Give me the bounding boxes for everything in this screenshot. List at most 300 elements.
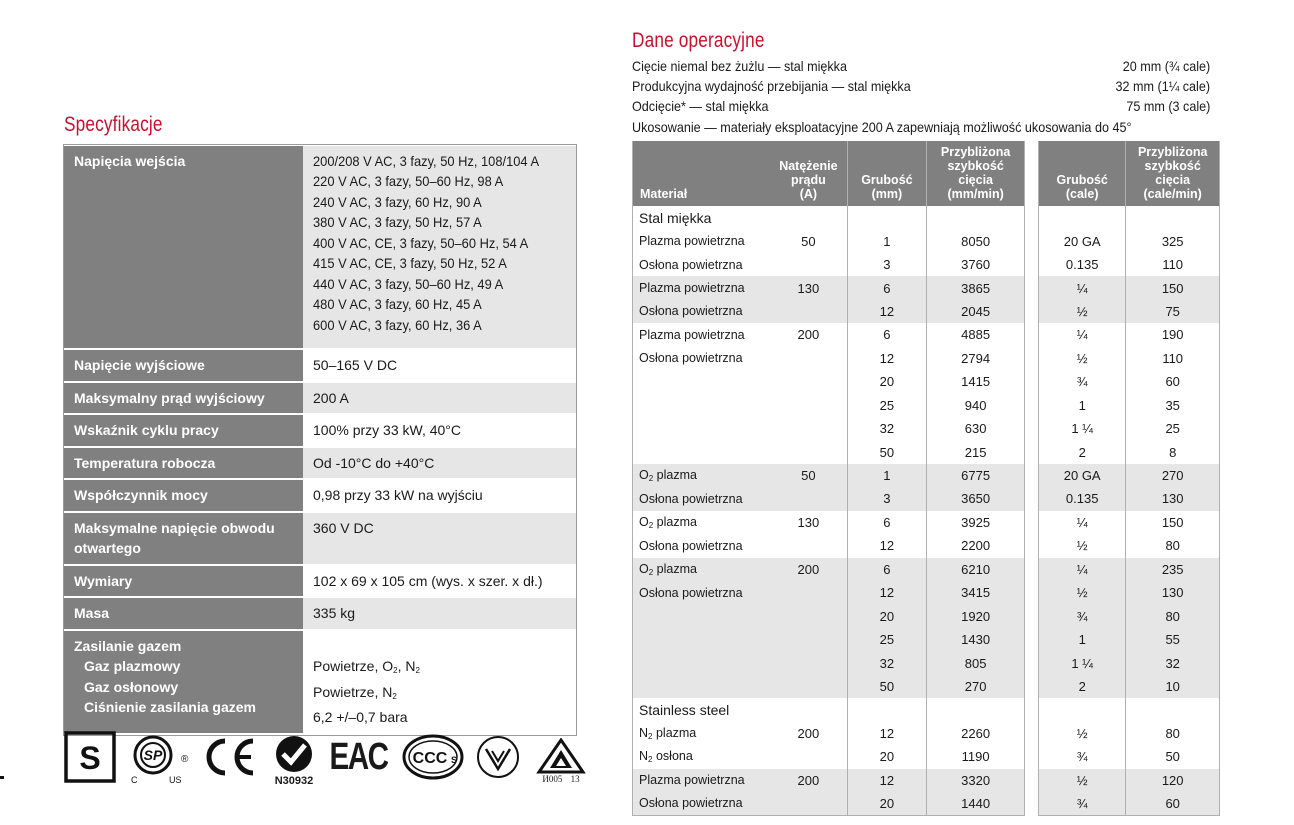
current-cell: [770, 300, 847, 323]
current-cell: 130: [770, 276, 847, 299]
gas-o2-sub: 2: [648, 520, 654, 530]
cut-row: [1039, 300, 1220, 323]
cut-row: [633, 628, 1025, 651]
spec-gas-sublabel: Gaz osłonowy: [84, 678, 179, 695]
spec-value: 380 V AC, 3 fazy, 50 Hz, 57 A: [313, 214, 482, 230]
thickness-in-cell: ½: [1039, 534, 1126, 557]
speed-in-cell: 55: [1126, 628, 1220, 651]
s-mark-letter: S: [79, 740, 101, 776]
speed-mm-cell: 1920: [927, 604, 1025, 627]
thickness-mm-cell: 12: [847, 581, 927, 604]
thickness-in-cell: ½: [1039, 769, 1126, 792]
current-cell: [770, 440, 847, 463]
thickness-in-cell: 20 GA: [1039, 229, 1126, 252]
gas-label: Osłona powietrzna: [639, 351, 743, 366]
speed-in-cell: 75: [1126, 300, 1220, 323]
thickness-in-cell: ¼: [1039, 276, 1126, 299]
material-cell: [633, 276, 771, 299]
thickness-in-cell: ¾: [1039, 745, 1126, 768]
gas-label: Osłona powietrzna: [639, 304, 743, 319]
shield-gas-value: Powietrze, $N_2$: [313, 683, 397, 701]
gas-pressure-value: 6,2 +/–0,7 bara: [313, 709, 408, 725]
section-mild-steel: Stal miękka: [633, 206, 771, 229]
svg-text:SP: SP: [143, 747, 163, 763]
cut-row: [633, 558, 1025, 581]
cut-row: [633, 511, 1025, 534]
cut-row: [1039, 722, 1220, 745]
material-cell: [633, 347, 771, 370]
speed-in-cell: 60: [1126, 792, 1220, 815]
bevel-note: Ukosowanie — materiały eksploatacyjne 200 A zapewniają możliwość ukosowania do 45°: [632, 119, 1132, 135]
material-cell: [633, 769, 771, 792]
material-cell: [633, 792, 771, 815]
gas-label: Osłona powietrzna: [639, 491, 743, 506]
thickness-in-cell: 1: [1039, 394, 1126, 417]
spec-label: Wskaźnik cyklu pracy: [64, 414, 303, 447]
speed-in-cell: 120: [1126, 769, 1220, 792]
speed-in-cell: 190: [1126, 323, 1220, 346]
spec-value-cell: [303, 597, 576, 630]
material-cell: [633, 722, 771, 745]
col-speed-in: Przybliżona szybkość cięcia (cale/min): [1126, 141, 1220, 206]
cut-row: [633, 276, 1025, 299]
gost-num: 13: [570, 774, 580, 784]
cut-row: [633, 370, 1025, 393]
speed-mm-cell: 3925: [927, 511, 1025, 534]
section-row: [633, 698, 1025, 721]
spec-row: [64, 597, 576, 630]
material-cell: [633, 558, 771, 581]
thickness-mm-cell: 6: [847, 558, 927, 581]
cut-row: [1039, 651, 1220, 674]
speed-mm-cell: 1430: [927, 628, 1025, 651]
col-speed-mm: Przybliżona szybkość cięcia (mm/min): [927, 141, 1025, 206]
eac-mark: EAC: [329, 735, 388, 778]
spec-value-cell: [303, 382, 576, 415]
current-cell: [770, 417, 847, 440]
speed-in-cell: 80: [1126, 604, 1220, 627]
thickness-in-cell: 0.135: [1039, 253, 1126, 276]
current-cell: [770, 581, 847, 604]
spec-label: Maksymalne napięcie obwodu otwartego: [64, 512, 303, 565]
csa-icon: [129, 733, 191, 785]
s-mark-icon: [64, 731, 116, 783]
speed-mm-cell: 3650: [927, 487, 1025, 510]
thickness-mm-cell: 25: [847, 628, 927, 651]
op-line-dross-free: [632, 58, 1210, 74]
speed-mm-cell: 2794: [927, 347, 1025, 370]
speed-mm-cell: 3415: [927, 581, 1025, 604]
cut-row: [1039, 276, 1220, 299]
ccc-mark-icon: [401, 733, 465, 781]
spec-table: [64, 145, 576, 735]
current-cell: 50: [770, 229, 847, 252]
speed-in-cell: 60: [1126, 370, 1220, 393]
current-cell: [770, 253, 847, 276]
cut-row: [1039, 604, 1220, 627]
thickness-in-cell: 20 GA: [1039, 464, 1126, 487]
spec-label: Maksymalny prąd wyjściowy: [64, 382, 303, 415]
material-cell: [633, 417, 771, 440]
thickness-in-cell: ¼: [1039, 323, 1126, 346]
speed-in-cell: 80: [1126, 722, 1220, 745]
speed-in-cell: 10: [1126, 675, 1220, 698]
speed-in-cell: 8: [1126, 440, 1220, 463]
thickness-mm-cell: 6: [847, 323, 927, 346]
cut-row: [633, 229, 1025, 252]
spec-label: Wymiary: [64, 565, 303, 598]
speed-mm-cell: 1415: [927, 370, 1025, 393]
spec-row: [64, 382, 576, 415]
cut-row: [1039, 511, 1220, 534]
material-cell: [633, 370, 771, 393]
cut-row: [633, 604, 1025, 627]
cut-row: [1039, 628, 1220, 651]
spec-value: 240 V AC, 3 fazy, 60 Hz, 90 A: [313, 193, 482, 210]
speed-mm-cell: 6210: [927, 558, 1025, 581]
cut-row: [1039, 323, 1220, 346]
cut-row: [1039, 769, 1220, 792]
col-current: Natężenie prądu (A): [770, 141, 847, 206]
speed-mm-cell: 3760: [927, 253, 1025, 276]
gas-o2-sub: 2: [648, 567, 654, 577]
speed-in-cell: 80: [1126, 534, 1220, 557]
thickness-in-cell: ½: [1039, 300, 1126, 323]
plasma-gas-value: Powietrze, $O_2$, $N_2$: [313, 658, 420, 675]
current-cell: [770, 745, 847, 768]
n-mark-icon: [266, 732, 322, 788]
speed-in-cell: 50: [1126, 745, 1220, 768]
gas-label: Osłona powietrzna: [639, 538, 743, 553]
section-row: [633, 206, 1025, 229]
current-cell: [770, 394, 847, 417]
thickness-in-cell: ¾: [1039, 792, 1126, 815]
material-cell: [633, 394, 771, 417]
speed-in-cell: 270: [1126, 464, 1220, 487]
thickness-in-cell: 1 ¼: [1039, 651, 1126, 674]
speed-mm-cell: 215: [927, 440, 1025, 463]
op-line-label: Odcięcie* — stal miękka: [632, 98, 769, 114]
spec-value: 335 kg: [313, 605, 356, 621]
gas-o2: O: [639, 514, 649, 529]
ccc-text: CCC: [412, 750, 448, 767]
spec-value: 102 x 69 x 105 cm (wys. x szer. x dł.): [313, 572, 543, 589]
cut-row: [633, 347, 1025, 370]
thickness-mm-cell: 20: [847, 745, 927, 768]
material-cell: [633, 440, 771, 463]
spec-row: [64, 565, 576, 598]
speed-mm-cell: 6775: [927, 464, 1025, 487]
spec-value-cell: [303, 447, 576, 480]
speed-in-cell: 130: [1126, 581, 1220, 604]
thickness-in-cell: ¾: [1039, 604, 1126, 627]
material-cell: [633, 229, 771, 252]
cut-row: [633, 464, 1025, 487]
material-cell: [633, 487, 771, 510]
thickness-mm-cell: 12: [847, 300, 927, 323]
cut-row: [633, 487, 1025, 510]
spec-title: Specyfikacje: [64, 113, 163, 136]
speed-mm-cell: 3320: [927, 769, 1025, 792]
thickness-mm-cell: 6: [847, 276, 927, 299]
spec-value: 360 V DC: [313, 519, 374, 536]
spec-value: 480 V AC, 3 fazy, 60 Hz, 45 A: [313, 296, 482, 312]
material-cell: [633, 581, 771, 604]
thickness-mm-cell: 32: [847, 651, 927, 674]
speed-in-cell: 35: [1126, 394, 1220, 417]
gas-label: Osłona powietrzna: [639, 257, 743, 272]
gas-n2: N: [639, 749, 649, 764]
col-material: Materiał: [633, 141, 771, 206]
speed-in-cell: 130: [1126, 487, 1220, 510]
speed-mm-cell: 940: [927, 394, 1025, 417]
thickness-mm-cell: 20: [847, 604, 927, 627]
spec-value: 200 A: [313, 389, 349, 406]
thickness-mm-cell: 3: [847, 253, 927, 276]
spec-row-gas: [64, 630, 576, 734]
material-cell: [633, 604, 771, 627]
current-cell: 200: [770, 323, 847, 346]
speed-mm-cell: 805: [927, 651, 1025, 674]
gas-o2-sub: 2: [648, 474, 654, 484]
thickness-mm-cell: 1: [847, 464, 927, 487]
spec-value: 400 V AC, CE, 3 fazy, 50–60 Hz, 54 A: [313, 234, 529, 251]
csa-r-mark: ®: [181, 754, 189, 765]
thickness-mm-cell: 6: [847, 511, 927, 534]
gas-label: Osłona powietrzna: [639, 585, 743, 600]
thickness-in-cell: 2: [1039, 440, 1126, 463]
cut-row: [1039, 464, 1220, 487]
section-row: [1039, 698, 1220, 721]
thickness-mm-cell: 1: [847, 229, 927, 252]
speed-in-cell: 110: [1126, 253, 1220, 276]
op-line-value: 75 mm (3 cale): [1125, 98, 1210, 114]
material-cell: [633, 628, 771, 651]
gas-n2-plasma: plazma: [655, 725, 697, 740]
thickness-mm-cell: 12: [847, 347, 927, 370]
current-cell: [770, 604, 847, 627]
gas-o2-plasma: plazma: [656, 468, 697, 483]
speed-in-cell: 235: [1126, 558, 1220, 581]
csa-us-label: US: [169, 775, 182, 785]
shield-gas-text: Powietrze, N: [313, 683, 393, 700]
ukrsepro-icon: [476, 735, 520, 779]
spec-row: [64, 447, 576, 480]
section-row: [1039, 206, 1220, 229]
spec-label: Temperatura robocza: [64, 447, 303, 480]
n-mark-code: N30932: [274, 774, 314, 787]
spec-value-cell: [303, 512, 576, 565]
spec-row: [64, 414, 576, 447]
cut-row: [1039, 440, 1220, 463]
cut-row: [633, 792, 1025, 815]
gas-n2-shield: osłona: [655, 749, 693, 764]
thickness-in-cell: 2: [1039, 675, 1126, 698]
op-line-pierce: [632, 78, 1210, 94]
spec-gas-sublabel: Ciśnienie zasilania gazem: [84, 699, 256, 715]
plasma-gas-text: Powietrze, O: [313, 658, 394, 674]
gas-o2: O: [639, 468, 649, 483]
thickness-mm-cell: 20: [847, 370, 927, 393]
cut-row: [633, 300, 1025, 323]
cut-row: [1039, 253, 1220, 276]
gas-o2: O: [639, 561, 649, 576]
spec-value-cell: [303, 565, 576, 598]
cut-row: [1039, 487, 1220, 510]
thickness-in-cell: ¼: [1039, 511, 1126, 534]
current-cell: [770, 628, 847, 651]
op-line-bevel: [632, 119, 1210, 135]
current-cell: [770, 487, 847, 510]
spec-value: 440 V AC, 3 fazy, 50–60 Hz, 49 A: [313, 275, 504, 292]
thickness-mm-cell: 50: [847, 675, 927, 698]
cut-row: [1039, 745, 1220, 768]
cut-row: [1039, 558, 1220, 581]
thickness-in-cell: ½: [1039, 722, 1126, 745]
speed-in-cell: 25: [1126, 417, 1220, 440]
spec-label: Współczynnik mocy: [64, 479, 303, 512]
speed-mm-cell: 630: [927, 417, 1025, 440]
material-cell: [633, 534, 771, 557]
gas-o2-plasma: plazma: [656, 514, 697, 529]
gas-n2-sub: 2: [648, 731, 653, 741]
gas-label: Plazma powietrzna: [639, 773, 745, 788]
spec-label: Napięcie wyjściowe: [64, 349, 303, 382]
material-cell: [633, 511, 771, 534]
speed-mm-cell: 4885: [927, 323, 1025, 346]
thickness-in-cell: 1: [1039, 628, 1126, 651]
thickness-mm-cell: 25: [847, 394, 927, 417]
cut-row: [633, 745, 1025, 768]
gost-code: И005: [542, 774, 563, 784]
plasma-gas-sep: , N: [397, 658, 416, 674]
op-line-label: Produkcyjna wydajność przebijania — stal miękka: [632, 78, 911, 94]
cut-row: [1039, 347, 1220, 370]
op-line-value: 32 mm (1¼ cale): [1115, 78, 1210, 94]
cut-row: [1039, 581, 1220, 604]
current-cell: 130: [770, 511, 847, 534]
spec-value: Od -10°C do +40°C: [313, 454, 435, 471]
material-cell: [633, 253, 771, 276]
material-cell: [633, 745, 771, 768]
spec-value-cell: [303, 349, 576, 382]
spec-label: Masa: [64, 597, 303, 630]
gas-label: Plazma powietrzna: [639, 281, 745, 296]
current-cell: [770, 792, 847, 815]
current-cell: 200: [770, 558, 847, 581]
gas-n2: N: [639, 725, 649, 740]
cut-row: [633, 651, 1025, 674]
thickness-mm-cell: 12: [847, 534, 927, 557]
cut-row: [1039, 675, 1220, 698]
cut-row: [633, 581, 1025, 604]
spec-gas-label: Zasilanie gazem: [74, 637, 182, 654]
thickness-mm-cell: 20: [847, 792, 927, 815]
speed-in-cell: 325: [1126, 229, 1220, 252]
current-cell: 200: [770, 722, 847, 745]
speed-in-cell: 150: [1126, 276, 1220, 299]
cut-row: [1039, 370, 1220, 393]
speed-mm-cell: 8050: [927, 229, 1025, 252]
cut-row: [633, 417, 1025, 440]
spec-gas-label-cell: [64, 630, 303, 734]
gas-n2-sub: 2: [648, 755, 653, 765]
spec-value: 220 V AC, 3 fazy, 50–60 Hz, 98 A: [313, 173, 504, 189]
spec-row: [64, 146, 576, 350]
thickness-mm-cell: 32: [847, 417, 927, 440]
thickness-mm-cell: 3: [847, 487, 927, 510]
spec-value: 415 V AC, CE, 3 fazy, 50 Hz, 52 A: [313, 255, 507, 271]
spec-value: 0,98 przy 33 kW na wyjściu: [313, 487, 483, 503]
spec-value-cell: [303, 414, 576, 447]
cut-row: [633, 253, 1025, 276]
cut-row: [1039, 792, 1220, 815]
speed-mm-cell: 1190: [927, 745, 1025, 768]
spec-value: 200/208 V AC, 3 fazy, 50 Hz, 108/104 A: [313, 152, 540, 169]
spec-gas-sublabel: Gaz plazmowy: [84, 658, 181, 674]
cut-row: [633, 534, 1025, 557]
ce-mark-icon: [201, 737, 257, 777]
cut-row: [633, 323, 1025, 346]
cut-row: [1039, 394, 1220, 417]
thickness-mm-cell: 12: [847, 722, 927, 745]
material-cell: [633, 675, 771, 698]
spec-label: Napięcia wejścia: [64, 146, 303, 350]
thickness-in-cell: 1 ¼: [1039, 417, 1126, 440]
thickness-mm-cell: 12: [847, 769, 927, 792]
thickness-mm-cell: 50: [847, 440, 927, 463]
cut-row: [633, 440, 1025, 463]
spec-value-cell: [303, 146, 576, 350]
page-mark: [0, 776, 4, 779]
material-cell: [633, 323, 771, 346]
gost-mark-icon: [534, 735, 588, 787]
speed-mm-cell: 3865: [927, 276, 1025, 299]
speed-in-cell: 32: [1126, 651, 1220, 674]
thickness-in-cell: 0.135: [1039, 487, 1126, 510]
current-cell: [770, 675, 847, 698]
cut-table-metric: [632, 141, 1025, 816]
speed-mm-cell: 2260: [927, 722, 1025, 745]
cut-row: [1039, 417, 1220, 440]
cut-row: [1039, 534, 1220, 557]
op-line-value: 20 mm (¾ cale): [1122, 58, 1210, 74]
cut-row: [633, 722, 1025, 745]
thickness-in-cell: ¾: [1039, 370, 1126, 393]
ccc-s: S: [451, 755, 458, 765]
current-cell: [770, 534, 847, 557]
spec-row: [64, 349, 576, 382]
op-line-label: Cięcie niemal bez żużlu — stal miękka: [632, 58, 847, 74]
speed-in-cell: 150: [1126, 511, 1220, 534]
op-line-severance: [632, 98, 1210, 114]
cut-row: [1039, 229, 1220, 252]
spec-value: 100% przy 33 kW, 40°C: [313, 422, 461, 438]
gas-label: Plazma powietrzna: [639, 327, 745, 342]
thickness-in-cell: ½: [1039, 347, 1126, 370]
cut-table-imperial: [1038, 141, 1220, 816]
spec-row: [64, 479, 576, 512]
spec-value: 600 V AC, 3 fazy, 60 Hz, 36 A: [313, 316, 482, 333]
speed-mm-cell: 2045: [927, 300, 1025, 323]
speed-mm-cell: 270: [927, 675, 1025, 698]
thickness-in-cell: ¼: [1039, 558, 1126, 581]
spec-value: 50–165 V DC: [313, 357, 398, 373]
cut-row: [633, 675, 1025, 698]
gas-label: Osłona powietrzna: [639, 796, 743, 811]
speed-mm-cell: 1440: [927, 792, 1025, 815]
spec-row: [64, 512, 576, 565]
